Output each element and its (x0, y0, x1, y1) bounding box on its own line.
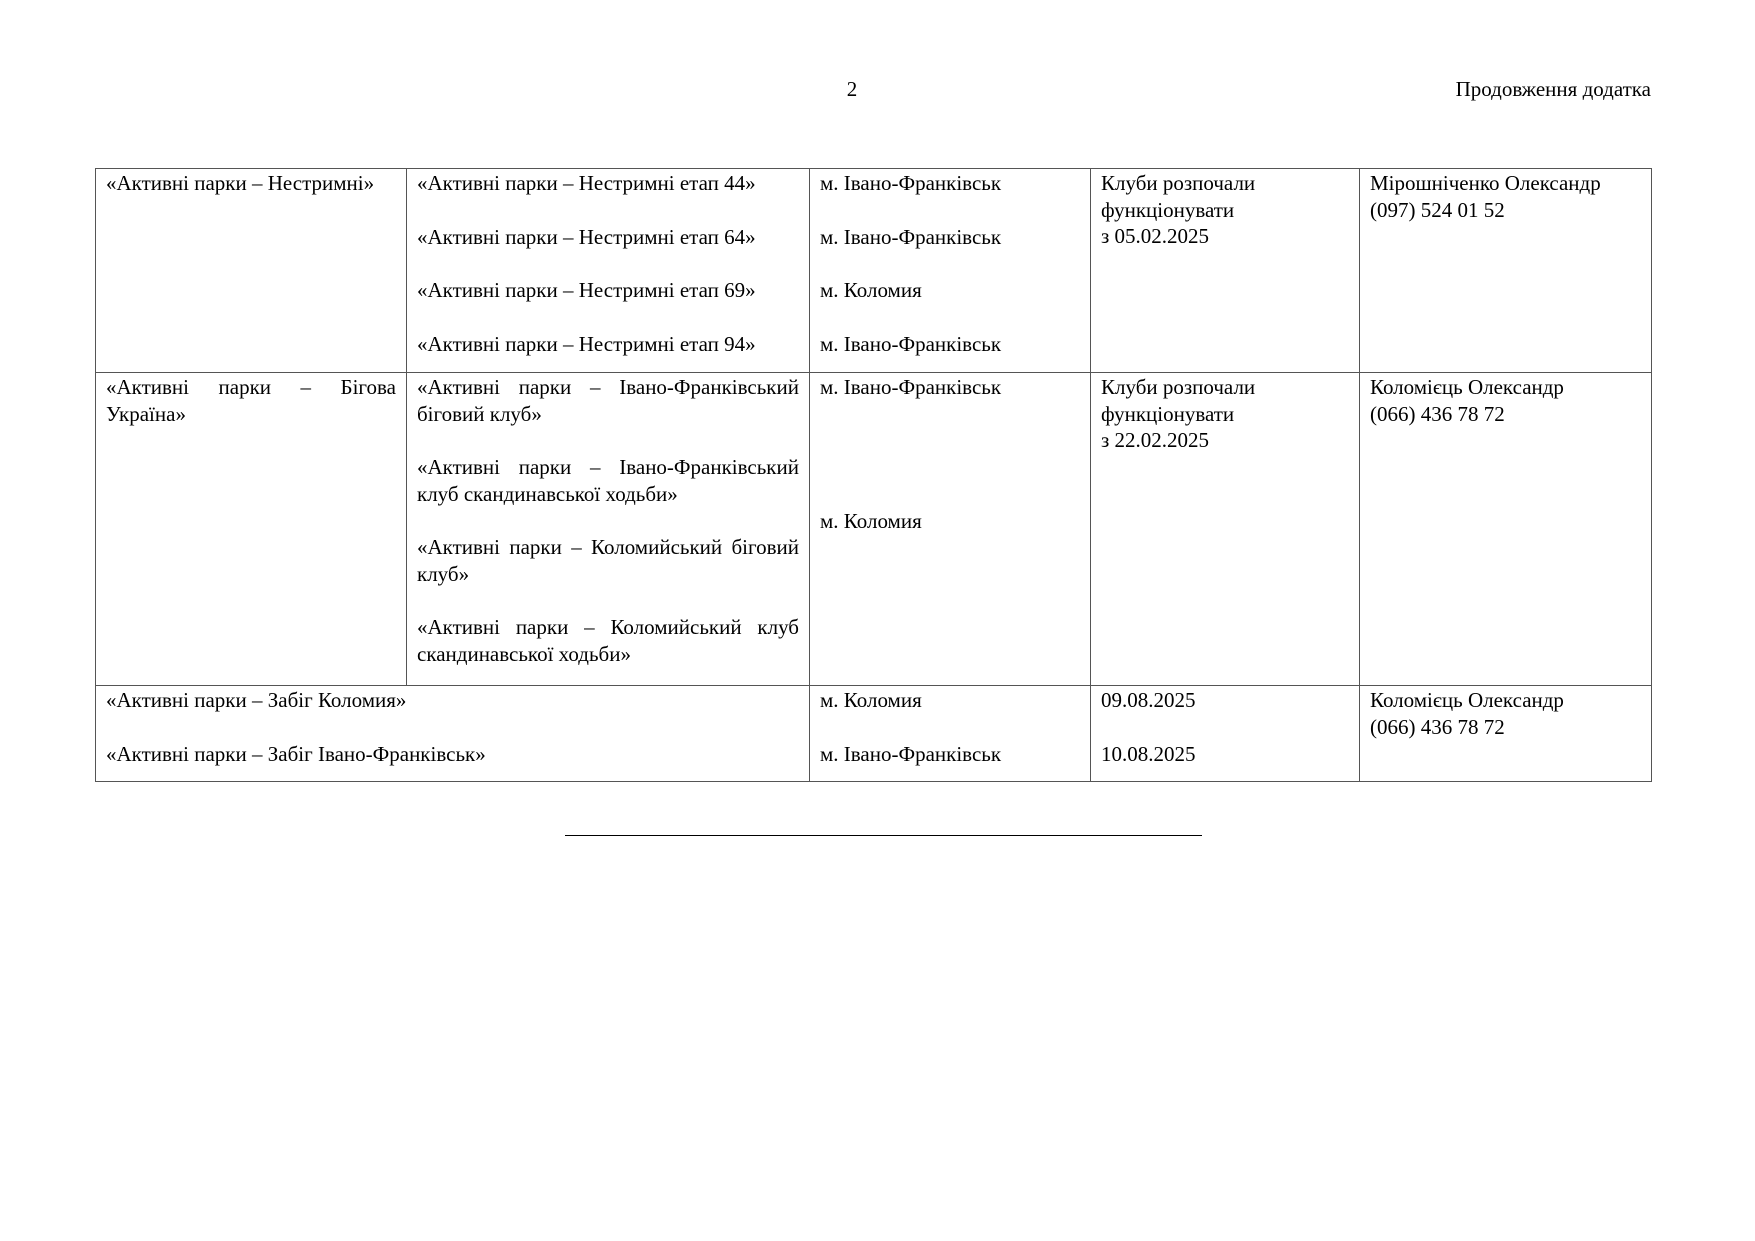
event-name: «Активні парки – Забіг Івано-Франківськ» (106, 741, 486, 766)
club-name: «Активні парки – Коломийський клуб скандинавської ходьби» (417, 615, 799, 666)
city-name: м. Івано-Франківськ (820, 331, 1002, 356)
club-name: «Активні парки – Коломийський біговий клуб» (417, 535, 799, 586)
city-name: м. Коломия (820, 688, 922, 712)
program-name: «Активні парки – Бігова Україна» (106, 375, 396, 426)
page-number: 2 (846, 77, 858, 101)
cities-cell (810, 686, 1091, 782)
city-name: м. Івано-Франківськ (820, 375, 1002, 399)
club-name: «Активні парки – Нестримні етап 64» (417, 224, 756, 249)
contact-phone: (066) 436 78 72 (1370, 714, 1505, 739)
continuation-label: Продовження додатка (1455, 77, 1651, 101)
clubs-cell (407, 169, 810, 373)
contact-name: Коломієць Олександр (1370, 688, 1564, 712)
city-name: м. Коломия (820, 278, 922, 302)
table-row (96, 169, 1652, 373)
closing-rule (565, 835, 1202, 836)
events-cell (96, 686, 810, 782)
date-line: Клуби розпочали (1101, 375, 1256, 399)
club-name: «Активні парки – Івано-Франківський клуб скандинавської ходьби» (417, 455, 799, 506)
contact-cell (1360, 686, 1652, 782)
club-name: «Активні парки – Нестримні етап 69» (417, 278, 756, 302)
city-name: м. Івано-Франківськ (820, 171, 1002, 195)
table-row (96, 373, 1652, 686)
date-line: 09.08.2025 (1101, 688, 1196, 712)
date-line: 10.08.2025 (1101, 741, 1196, 766)
date-line: функціонувати (1101, 197, 1235, 222)
contact-cell (1360, 169, 1652, 373)
program-cell (96, 169, 407, 373)
event-name: «Активні парки – Забіг Коломия» (106, 688, 407, 712)
program-name: «Активні парки – Нестримні» (106, 171, 375, 195)
contact-phone: (066) 436 78 72 (1370, 401, 1505, 426)
contact-cell (1360, 373, 1652, 686)
city-name: м. Коломия (820, 508, 922, 533)
city-name: м. Івано-Франківськ (820, 741, 1002, 766)
date-line: з 22.02.2025 (1101, 428, 1210, 452)
cities-cell (810, 373, 1091, 686)
table-row (96, 686, 1652, 782)
city-name: м. Івано-Франківськ (820, 224, 1002, 249)
date-line: Клуби розпочали (1101, 171, 1256, 195)
club-name: «Активні парки – Нестримні етап 94» (417, 331, 756, 356)
clubs-cell (407, 373, 810, 686)
cities-cell (810, 169, 1091, 373)
club-name: «Активні парки – Івано-Франківський біговий клуб» (417, 375, 799, 426)
dates-cell (1091, 373, 1360, 686)
club-name: «Активні парки – Нестримні етап 44» (417, 171, 756, 195)
dates-cell (1091, 169, 1360, 373)
contact-name: Мірошніченко Олександр (1370, 171, 1601, 195)
program-cell (96, 373, 407, 686)
contact-phone: (097) 524 01 52 (1370, 197, 1505, 222)
date-line: функціонувати (1101, 401, 1235, 426)
date-line: з 05.02.2025 (1101, 224, 1210, 248)
appendix-table (95, 168, 1652, 782)
contact-name: Коломієць Олександр (1370, 375, 1564, 399)
dates-cell (1091, 686, 1360, 782)
